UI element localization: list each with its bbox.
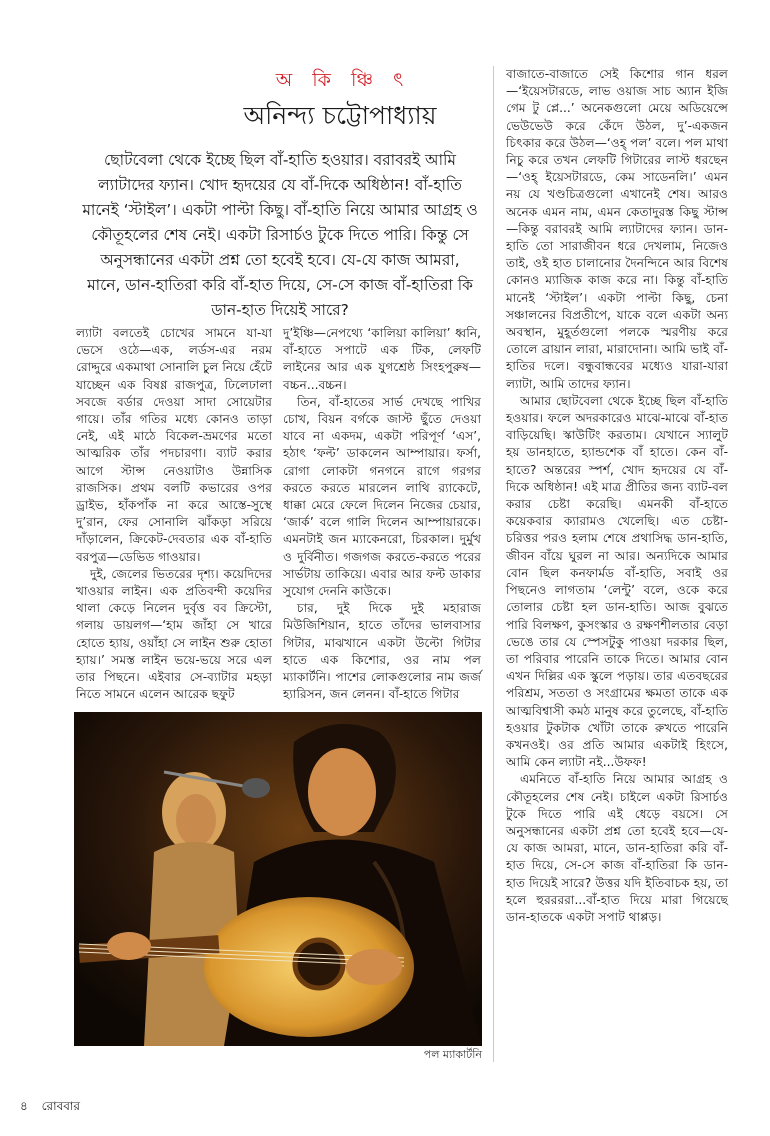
paragraph: এমনিতে বাঁ-হাতি নিয়ে আমার আগ্রহ ও কৌতূহলের শেষ নেই। চাইলে একটা রিসার্চও টুকে দিতে পারি এই ধেড়ে বয়সে। সে অনুসন্ধানের একটা প্রশ্ন তো হবেই হবে—যে-যে কাজ আমরা, মানে, ডান-হাতিরা করি বাঁ-হাত দিয়ে, সে-সে কাজ বাঁ-হাতিরা কি ডান-হাত দিয়েই সারে? উত্তর যদি ইতিবাচক হয়, তা হলে হুররররা...বাঁ-হাত দিয়ে মারা গিয়েছে ডান-হাতকে একটা সপাট থাপ্পড়।	[506, 772, 728, 924]
section-name: রোববার	[41, 1099, 81, 1113]
photo-caption: পল ম্যাকার্টনি	[423, 1048, 482, 1061]
article-column-3	[506, 66, 728, 926]
paragraph: তিন, বাঁ-হাতের সার্ভ দেখছে পাখির চোখ, বিয়ন বর্গকে জাস্ট ছুঁতে দেওয়া যাবে না একদম, একটা পরিপূর্ণ ‘এস’, হঠাৎ ‘ফল্ট’ ডাকলেন আম্পায়ার। ফর্সা, রোগা লোকটা গনগনে রাগে গরগর করতে করতে মারলেন লাথি র‍্যাকেটে, ধাক্কা মেরে ফেলে দিলেন নিজের চেয়ার, ‘জার্ক’ বলে গালি দিলেন আম্পায়ারকে। এমনটাই জন ম্যাকেনরো, চিরকাল। দুর্মুখ ও দুর্বিনীত। গজগজ করতে-করতে পরের সার্ভটায় তাকিয়ে। এবার আর ফল্ট ডাকার সুযোগ দেননি কাউকে।	[283, 394, 481, 599]
paragraph: বাজাতে-বাজাতে সেই কিশোর গান ধরল—‘ইয়েসটারডে, লাভ ওয়াজ সাচ অ্যান ইজি গেম টু প্লে...’ অনেকগুলো মেয়ে অডিয়েন্সে ভেউভেউ করে কেঁদে উঠল, দু’-একজন চিৎকার করে উঠল—‘ওহ্‌ পল’ বলে। পল মাথা নিচু করে তখন লেফটি গিটারের লাস্ট ধরছেন—‘ওহ্‌ ইয়েসটারডে, কেম সাডেনলি।’ এমন নয় যে খণ্ডচিত্রগুলো এখানেই শেষ। আরও অনেক এমন নাম, এমন কেতাদুরস্ত কিছু স্টান্স—কিন্তু বরাবরই আমি ল্যাটাদের ফ্যান। ডান-হাতি তো সারাজীবন ধরে দেখলাম, নিজেও তাই, ওই হাত চালানোর দৈনন্দিনে আর বিশেষ কোনও ম্যাজিক কাজ করে না। কিন্তু বাঁ-হাতি মানেই ‘স্টাইল’। একটা পাল্টা কিছু, চেনা সঞ্চালনের বিপ্রতীপে, যাকে বলে একটা অন্য অবস্থান, মুহূর্তগুলো পলকে স্মরণীয় করে তোলে ব্রায়ান লারা, মারাদোনা। আমি ভাই বাঁ-হাতির দলে। বন্ধুবান্ধবের মধ্যেও যারা-যারা ল্যাটা, আমি তাদের ফ্যান।	[506, 67, 728, 391]
paragraph: দুই, জেলের ভিতরের দৃশ্য। কয়েদিদের খাওয়ার লাইন। এক প্রতিবন্দী কয়েদির থালা কেড়ে নিলেন দুর্বৃত্ত বব ক্রিস্টো, গলায় ডায়লগ—‘হাম জাঁহা সে খারে হোতে হ্যায়, ওয়াঁহা সে লাইন শুরু হোতা হ্যায়।’ সমস্ত লাইন ভয়ে-ভয়ে সরে এল তার পিছনে। এইবার সে-ব্যাটার মহড়া নিতে সামনে এলেন আরেক ছফুট	[76, 566, 272, 702]
concert-photo	[74, 712, 482, 1046]
column-divider	[493, 66, 494, 1062]
paragraph: আমার ছোটবেলা থেকে ইচ্ছে ছিল বাঁ-হাতি হওয়ার। ফলে অদরকারেও মাঝে-মাঝে বাঁ-হাত বাড়িয়েছি। স্কাউটিং করতাম। যেখানে স্যালুট হয় ডানহাতে, হ্যান্ডশেক বাঁ হাতে। কেন বাঁ-হাতে? অন্তরের স্পর্শ, খোদ হৃদয়ের যে বাঁ-দিকে অধিষ্ঠান! এই মাত্র প্রীতির জন্য ব্যাট-বল করার চেষ্টা করেছি। এমনকী বাঁ-হাতে কয়েকবার ক্যারামও খেলেছি। এত চেষ্টা-চরিত্তর পরও হলাম শেষে প্রথাসিদ্ধ ডান-হাতি, জীবন বাঁয়ে ঘুরল না আর। অন্যদিকে আমার বোন ছিল কনফার্মড বাঁ-হাতি, সবাই ওর পিছনেও লাগতাম ‘লেন্টু’ বলে, ওকে করে তোলার চেষ্টা হল ডান-হাতি। আজ বুঝতে পারি বিলক্ষণ, কুসংস্কার ও রক্ষণশীলতার বেড়া ভেঙে তার যে স্পেসটুকু পাওয়া দরকার ছিল, তা পরিবার পারেনি তাকে দিতে। আমার বোন এখন দিল্লির এক স্কুলে পড়ায়। তার এতবছরের পরিশ্রম, সততা ও সংগ্রামের ক্ষমতা তাকে এক আত্মবিশ্বাসী কমঠ মানুষ করে তুলেছে, বাঁ-হাতি হওয়ার টুকটাক খোঁটা তাকে রুখতে পারেনি কখনওই। ওর প্রতি আমার একটাই হিংসে, আমি কেন ল্যাটা নই...উফফ!	[506, 393, 728, 770]
intro-standfirst: ছোটবেলা থেকে ইচ্ছে ছিল বাঁ-হাতি হওয়ার। বরাবরই আমি ল্যাটাদের ফ্যান। খোদ হৃদয়ের যে বাঁ-দিকে অধিষ্ঠান! বাঁ-হাতি মানেই ‘স্টাইল’। একটা পাল্টা কিছু। বাঁ-হাতি নিয়ে আমার আগ্রহ ও কৌতূহলের শেষ নেই। একটা রিসার্চও টুকে দিতে পারি। কিন্তু সে অনুসন্ধানের একটা প্রশ্ন তো হবেই হবে। যে-যে কাজ আমরা, মানে, ডান-হাতিরা করি বাঁ-হাত দিয়ে, সে-সে কাজ বাঁ-হাতিরা কি ডান-হাত দিয়েই সারে?	[82, 151, 478, 319]
paragraph: দু’ইঞ্চি—নেপথ্যে ‘কালিয়া কালিয়া’ ধ্বনি, বাঁ-হাতে সপাটে এক টিক, লেফটি লাইনের আর এক যুগশ্রেষ্ঠ সিংহপুরুষ—বচ্চন...বচ্চন।	[283, 326, 481, 392]
author-byline: অনিন্দ্য চট্টোপাধ্যায়	[243, 101, 437, 130]
column-kicker: অ কি ঞ্চি ৎ	[275, 69, 411, 91]
article-column-2	[283, 325, 481, 703]
page-footer	[20, 1098, 90, 1118]
article-column-1	[76, 325, 272, 703]
paragraph: চার, দুই দিকে দুই মহারাজ মিউজিশিয়ান, হাতে তাঁদের ভালবাসার গিটার, মাঝখানে একটা উল্টো গিটার হাতে এক কিশোর, ওর নাম পল ম্যাকার্টনি। পাশের লোকগুলোর নাম জর্জ হ্যারিসন, জন লেনন। বাঁ-হাতে গিটার	[283, 601, 481, 702]
page-number: ৪	[20, 1099, 28, 1113]
paragraph: ল্যাটা বলতেই চোখের সামনে যা-যা ভেসে ওঠে—এক, লর্ডস-এর নরম রোদ্দুরে একমাথা সোনালি চুল নিয়ে হেঁটে যাচ্ছেন এক বিষণ্ণ রাজপুত্র, ঢিলেঢালা সবজে বর্ডার দেওয়া সাদা সোয়েটার গায়ে। তাঁর গতির মধ্যে কোনও তাড়া নেই, এই মাঠে বিকেল-ভ্রমণের মতো আত্মরিক তাঁর পদচারণা। ব্যাট করার আগে স্টান্স নেওয়াটাও উন্নাসিক রাজসিক। প্রথম বলটি কভারের ওপর ড্রাইভ, হাঁকপাঁক না করে আস্তে-সুস্থে দু’রান, ফের সোনালি ঝাঁকড়া সরিয়ে দাঁড়ালেন, ক্রিকেট-দেবতার এক বাঁ-হাতি বরপুত্র—ডেভিড গাওয়ার।	[76, 326, 272, 564]
